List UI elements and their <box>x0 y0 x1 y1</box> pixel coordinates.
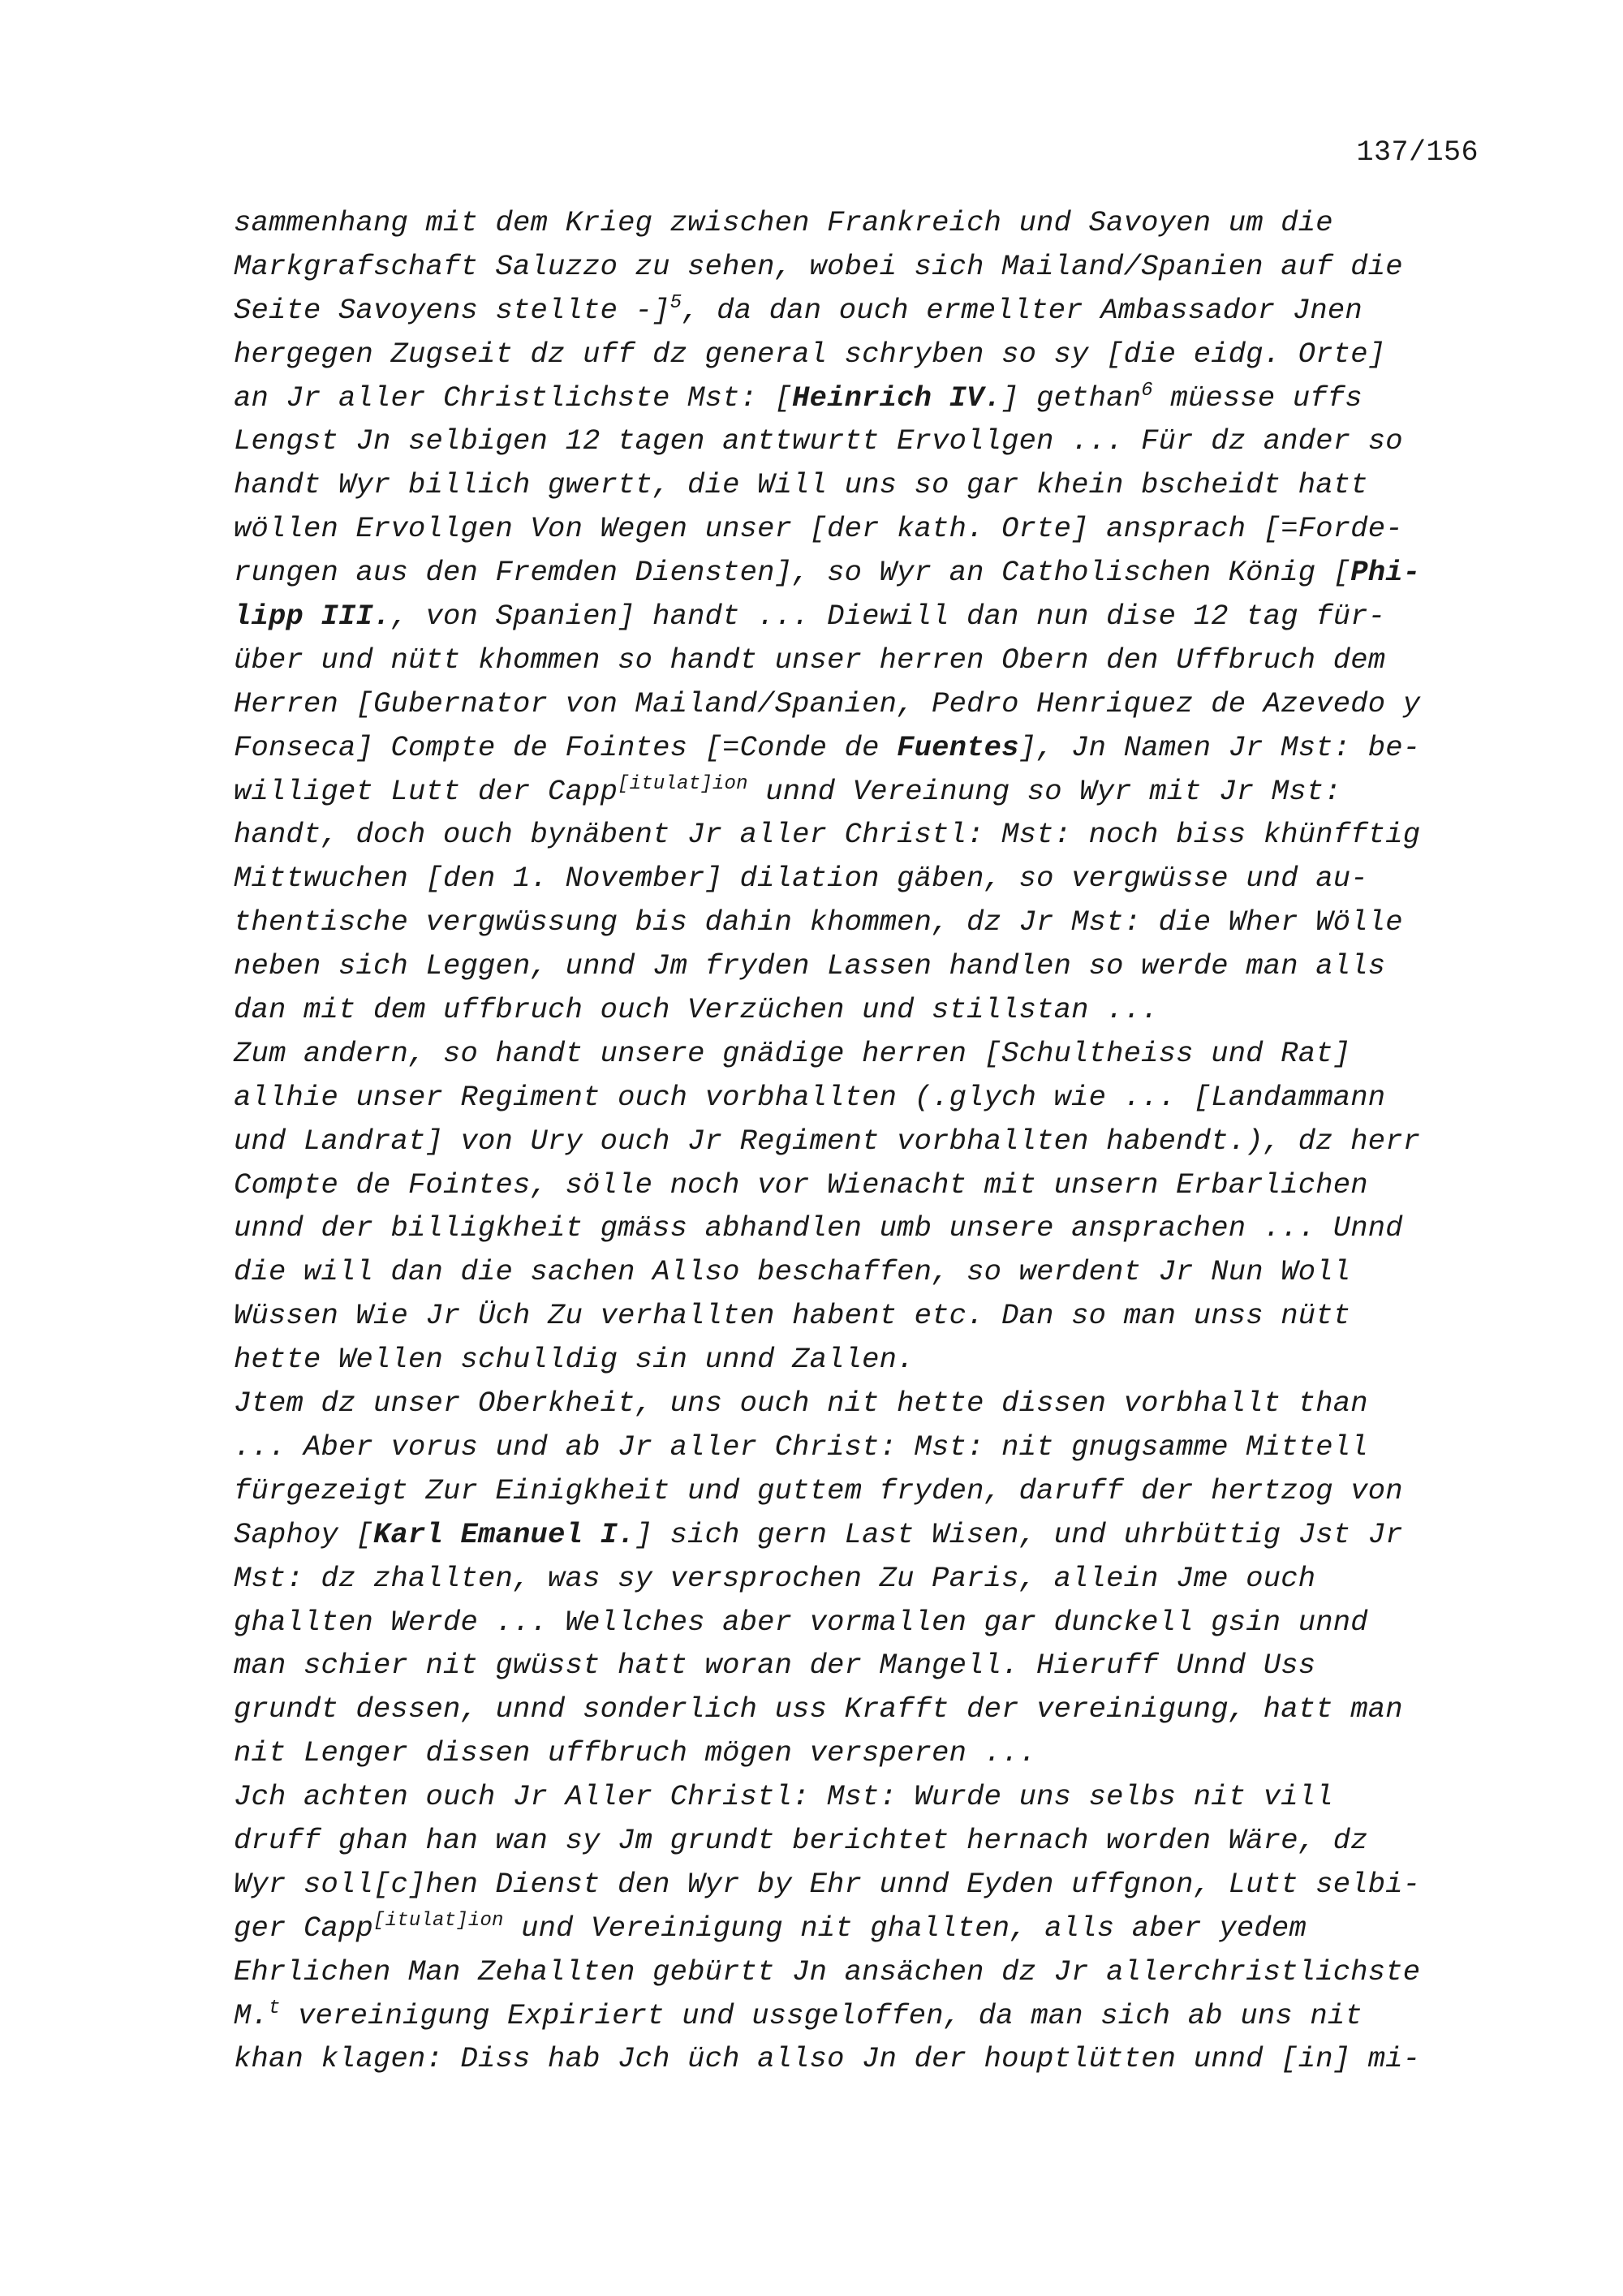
text-segment: Lengst Jn selbigen 12 tagen anttwurtt Ervollgen ... Für dz ander so <box>234 424 1403 458</box>
text-line <box>234 245 1500 289</box>
text-line <box>234 682 1500 726</box>
text-line <box>234 901 1500 944</box>
text-segment: ger Capp <box>234 1911 374 1945</box>
text-line <box>234 1163 1500 1207</box>
text-line <box>234 1120 1500 1163</box>
text-line <box>234 1382 1500 1425</box>
bold-name: Heinrich IV. <box>792 381 1002 415</box>
text-segment: Saphoy [ <box>234 1517 374 1551</box>
text-segment: williget Lutt der Capp <box>234 774 618 808</box>
text-line <box>234 638 1500 682</box>
superscript: [itulat]ion <box>618 772 748 795</box>
text-segment: Fonseca] Compte de Fointes [=Conde de <box>234 730 898 764</box>
text-line <box>234 507 1500 551</box>
text-segment: und Landrat] von Ury ouch Jr Regiment vorbhallten habendt.), dz herr <box>234 1124 1421 1158</box>
document-text-body <box>234 201 1500 2081</box>
text-segment: handt Wyr billich gwertt, die Will uns so gar khein bscheidt hatt <box>234 468 1368 502</box>
text-segment: Mittwuchen [den 1. November] dilation gäben, so vergwüsse und au- <box>234 862 1368 896</box>
text-segment: dan mit dem uffbruch ouch Verzüchen und stillstan ... <box>234 993 1159 1027</box>
superscript: t <box>269 1997 281 2019</box>
text-segment: Jch achten ouch Jr Aller Christl: Mst: Wurde uns selbs nit vill <box>234 1780 1333 1814</box>
text-segment: Jtem dz unser Oberkheit, uns ouch nit hette dissen vorbhallt than <box>234 1387 1368 1421</box>
text-line <box>234 1557 1500 1601</box>
text-segment: ] sich gern Last Wisen, und uhrbüttig Jst Jr <box>635 1517 1403 1551</box>
superscript: 6 <box>1141 379 1153 402</box>
text-segment: Markgrafschaft Saluzzo zu sehen, wobei sich Mailand/Spanien auf die <box>234 249 1403 283</box>
page-number: 137/156 <box>1356 136 1479 169</box>
text-line <box>234 1819 1500 1863</box>
text-segment: Compte de Fointes, sölle noch vor Wienacht mit unsern Erbarlichen <box>234 1167 1368 1202</box>
text-segment: ghallten Werde ... Wellches aber vormallen gar dunckell gsin unnd <box>234 1605 1368 1639</box>
text-segment: , von Spanien] handt ... Diewill dan nun dise 12 tag für- <box>390 600 1386 634</box>
text-segment: nit Lenger dissen uffbruch mögen versperen ... <box>234 1736 1037 1770</box>
text-line <box>234 1513 1500 1557</box>
text-line <box>234 463 1500 507</box>
text-segment: man schier nit gwüsst hatt woran der Mangell. Hieruff Unnd Uss <box>234 1649 1316 1683</box>
text-line <box>234 376 1500 420</box>
text-segment: handt, doch ouch bynäbent Jr aller Christl: Mst: noch biss khünfftig <box>234 818 1421 852</box>
text-segment: die will dan die sachen Allso beschaffen, so werdent Jr Nun Woll <box>234 1255 1351 1289</box>
text-segment: allhie unser Regiment ouch vorbhallten (.glych wie ... [Landammann <box>234 1080 1386 1114</box>
text-line <box>234 1206 1500 1250</box>
text-line <box>234 201 1500 245</box>
text-segment: vereinigung Expiriert und ussgeloffen, da man sich ab uns nit <box>280 1998 1363 2032</box>
superscript: [itulat]ion <box>373 1909 504 1932</box>
text-segment: über und nütt khommen so handt unser herren Obern den Uffbruch dem <box>234 643 1386 677</box>
text-segment: und Vereinigung nit ghallten, alls aber yedem <box>503 1911 1307 1945</box>
text-segment: neben sich Leggen, unnd Jm fryden Lassen handlen so werde man alls <box>234 949 1386 983</box>
text-line <box>234 1950 1500 1994</box>
text-segment: Wüssen Wie Jr Üch Zu verhallten habent etc. Dan so man unss nütt <box>234 1299 1351 1333</box>
text-line <box>234 1469 1500 1513</box>
text-line <box>234 857 1500 901</box>
text-segment: ] gethan <box>1001 381 1142 415</box>
text-line <box>234 289 1500 333</box>
text-segment: unnd der billigkheit gmäss abhandlen umb unsere ansprachen ... Unnd <box>234 1211 1403 1245</box>
text-line <box>234 1076 1500 1120</box>
text-segment: an Jr aller Christlichste Mst: [ <box>234 381 793 415</box>
text-line <box>234 419 1500 463</box>
text-line <box>234 988 1500 1032</box>
text-line <box>234 813 1500 857</box>
text-segment: ... Aber vorus und ab Jr aller Christ: Mst: nit gnugsamme Mittell <box>234 1430 1368 1464</box>
text-line <box>234 770 1500 814</box>
text-line <box>234 595 1500 638</box>
bold-name: Phi- <box>1350 556 1421 590</box>
text-line <box>234 1032 1500 1076</box>
text-segment: Seite Savoyens stellte -] <box>234 293 670 327</box>
text-segment: wöllen Ervollgen Von Wegen unser [der kath. Orte] ansprach [=Forde- <box>234 512 1403 546</box>
text-line <box>234 1907 1500 1950</box>
text-segment: ], Jn Namen Jr Mst: be- <box>1018 730 1421 764</box>
text-segment: Mst: dz zhallten, was sy versprochen Zu Paris, allein Jme ouch <box>234 1561 1316 1595</box>
bold-name: Karl Emanuel I. <box>373 1517 635 1551</box>
text-segment: thentische vergwüssung bis dahin khommen, dz Jr Mst: die Wher Wölle <box>234 905 1403 939</box>
text-segment: müesse uffs <box>1152 381 1363 415</box>
text-line <box>234 726 1500 770</box>
text-line <box>234 1250 1500 1294</box>
text-segment: fürgezeigt Zur Einigkheit und guttem fryden, daruff der hertzog von <box>234 1473 1403 1507</box>
text-line <box>234 1863 1500 1907</box>
text-segment: sammenhang mit dem Krieg zwischen Frankreich und Savoyen um die <box>234 206 1333 239</box>
text-line <box>234 2037 1500 2081</box>
text-segment: , da dan ouch ermellter Ambassador Jnen <box>682 293 1363 327</box>
text-line <box>234 1425 1500 1469</box>
text-segment: Wyr soll[c]hen Dienst den Wyr by Ehr unnd Eyden uffgnon, Lutt selbi- <box>234 1867 1421 1901</box>
text-segment: rungen aus den Fremden Diensten], so Wyr an Catholischen König [ <box>234 556 1351 590</box>
text-line <box>234 1731 1500 1775</box>
text-segment: grundt dessen, unnd sonderlich uss Krafft der vereinigung, hatt man <box>234 1692 1403 1726</box>
text-line <box>234 333 1500 376</box>
text-segment: hergegen Zugseit dz uff dz general schryben so sy [die eidg. Orte] <box>234 337 1386 371</box>
bold-name: Fuentes <box>897 730 1019 764</box>
text-line <box>234 1688 1500 1731</box>
text-line <box>234 1601 1500 1645</box>
text-line <box>234 944 1500 988</box>
text-line <box>234 1338 1500 1382</box>
bold-name: lipp III. <box>234 600 391 634</box>
text-segment: druff ghan han wan sy Jm grundt berichtet hernach worden Wäre, dz <box>234 1823 1368 1857</box>
text-segment: Ehrlichen Man Zehallten gebürtt Jn ansächen dz Jr allerchristlichste <box>234 1954 1421 1989</box>
text-segment: hette Wellen schulldig sin unnd Zallen. <box>234 1343 915 1377</box>
text-line <box>234 1644 1500 1688</box>
text-line <box>234 551 1500 595</box>
text-line <box>234 1775 1500 1819</box>
text-segment: M. <box>234 1998 269 2032</box>
superscript: 5 <box>669 291 682 314</box>
text-line <box>234 1994 1500 2038</box>
text-line <box>234 1294 1500 1338</box>
text-segment: Zum andern, so handt unsere gnädige herren [Schultheiss und Rat] <box>234 1036 1351 1070</box>
text-segment: khan klagen: Diss hab Jch üch allso Jn der houptlütten unnd [in] mi- <box>234 2042 1421 2076</box>
text-segment: Herren [Gubernator von Mailand/Spanien, Pedro Henriquez de Azevedo y <box>234 686 1421 720</box>
text-segment: unnd Vereinung so Wyr mit Jr Mst: <box>747 774 1341 808</box>
